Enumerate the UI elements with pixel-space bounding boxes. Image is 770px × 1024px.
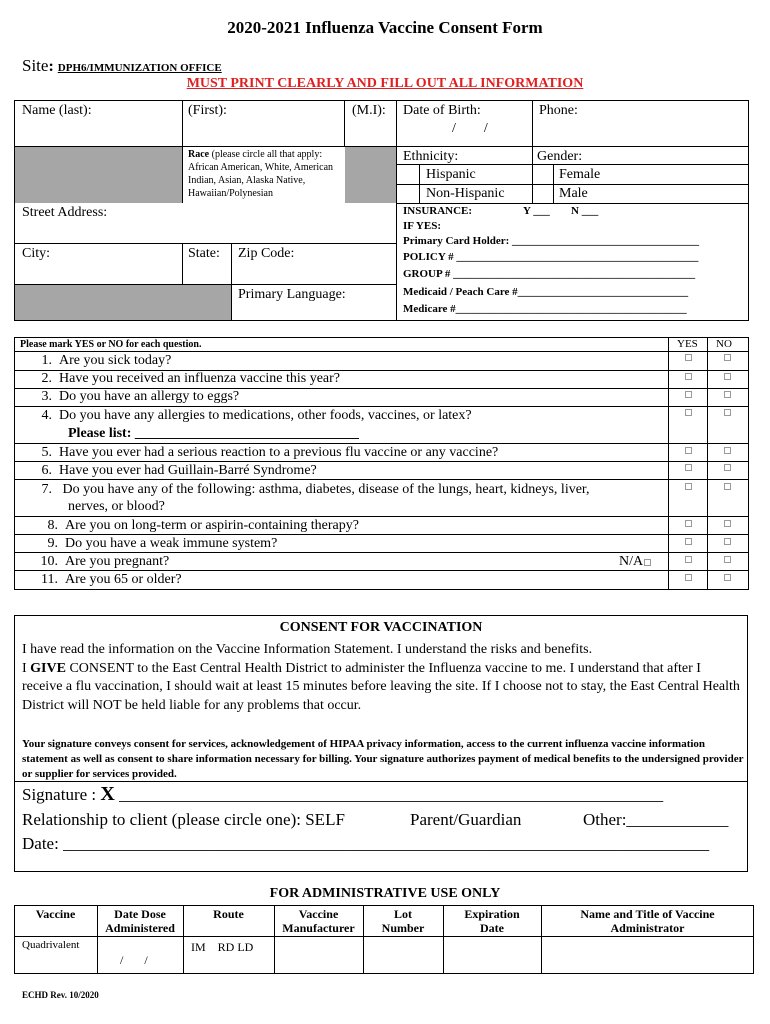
state-label: State: (188, 246, 220, 261)
q11-no-checkbox[interactable] (724, 574, 731, 581)
language-gray (15, 285, 231, 320)
street-address-label: Street Address: (22, 205, 108, 220)
q11-yes-checkbox[interactable] (685, 574, 692, 581)
dob-slashes: / / (452, 121, 488, 136)
city-label: City: (22, 246, 51, 261)
consent-heading: CONSENT FOR VACCINATION (279, 620, 483, 635)
q5-yes-checkbox[interactable] (685, 447, 692, 454)
questions-instruction: Please mark YES or NO for each question. (20, 339, 202, 350)
q9-no-checkbox[interactable] (724, 538, 731, 545)
relationship-parent-guardian[interactable]: Parent/Guardian (410, 810, 522, 829)
question-3: 3. Do you have an allergy to eggs? (41, 389, 240, 404)
question-9: 9. Do you have a weak immune system? (47, 536, 278, 551)
date-line[interactable]: Date: ____________________________________________________________________________ (22, 834, 710, 853)
row-date-slashes[interactable]: / / (120, 953, 148, 967)
relationship-other[interactable]: Other:____________ (583, 810, 729, 829)
q3-yes-checkbox[interactable] (685, 391, 692, 398)
policy-number-field[interactable]: POLICY # ____________________________________________ (403, 251, 699, 263)
group-number-field[interactable]: GROUP # ____________________________________________ (403, 268, 696, 280)
question-4-list[interactable]: Please list: ________________________________ (68, 426, 359, 441)
consent-signature-note: Your signature conveys consent for services, acknowledgement of HIPAA privacy information, access to the current influenza vaccine information statement as well as consent to share information necessary for billing. Your signature authorizes payment of medical benefits to the undersigned provider or supplier for services provided. (22, 738, 744, 780)
q1-yes-checkbox[interactable] (685, 354, 692, 361)
relationship-self[interactable]: Relationship to client (please circle one): SELF (22, 810, 345, 829)
question-1: 1. Are you sick today? (41, 353, 172, 368)
question-5: 5. Have you ever had a serious reaction to a previous flu vaccine or any vaccine? (41, 445, 499, 460)
dob-label: Date of Birth: (403, 103, 481, 118)
insurance-if-yes: IF YES: (403, 220, 441, 232)
signature-blank[interactable]: ________________________________________________________________ (114, 785, 664, 804)
row-vaccine-quadrivalent: Quadrivalent (22, 939, 80, 951)
question-6: 6. Have you ever had Guillain-Barré Syndrome? (41, 463, 317, 478)
question-7: 7. Do you have any of the following: asthma, diabetes, disease of the lungs, heart, kidneys, liver, (41, 482, 590, 497)
first-name-label: (First): (188, 103, 227, 118)
question-10: 10. Are you pregnant? (40, 554, 170, 569)
col-date-administered: Date Dose Administered (105, 907, 175, 935)
q2-yes-checkbox[interactable] (685, 373, 692, 380)
insurance-yes[interactable]: Y ___ (523, 205, 550, 217)
race-gray-right (345, 147, 396, 203)
consent-paragraph-2: I GIVE CONSENT to the East Central Health District to administer the Influenza vaccine to me. I understand that after I receive a flu vaccination, I should wait at least 15 minutes before leaving the site. If I choose not to stay, the East Central Health District will NOT be held liable for any problems that occur. (22, 660, 740, 713)
phone-label: Phone: (539, 103, 578, 118)
primary-card-holder-field[interactable]: Primary Card Holder: __________________________________ (403, 235, 700, 247)
medicaid-number-field[interactable]: Medicaid / Peach Care #_______________________________ (403, 286, 689, 298)
form-title: 2020-2021 Influenza Vaccine Consent Form (227, 18, 543, 37)
col-manufacturer: Vaccine Manufacturer (282, 907, 355, 935)
primary-language-label: Primary Language: (238, 287, 346, 302)
gender-label: Gender: (537, 149, 583, 164)
site-line: Site: DPH6/IMMUNIZATION OFFICE (22, 56, 222, 75)
race-options (188, 148, 340, 200)
race-label: Race (188, 149, 210, 160)
col-administrator: Name and Title of Vaccine Administrator (580, 907, 715, 935)
gender-male[interactable]: Male (559, 186, 588, 201)
question-11: 11. Are you 65 or older? (41, 572, 182, 587)
signature-label: Signature : (22, 785, 101, 804)
no-column-header: NO (716, 338, 732, 350)
insurance-no[interactable]: N ___ (571, 205, 599, 217)
question-8: 8. Are you on long-term or aspirin-containing therapy? (47, 518, 359, 533)
q5-no-checkbox[interactable] (724, 447, 731, 454)
na-checkbox[interactable] (644, 559, 651, 566)
gender-female[interactable]: Female (559, 167, 601, 182)
middle-initial-label: (M.I): (352, 103, 386, 118)
col-lot-number: Lot Number (381, 907, 425, 935)
q10-no-checkbox[interactable] (724, 556, 731, 563)
q10-yes-checkbox[interactable] (685, 556, 692, 563)
q8-yes-checkbox[interactable] (685, 520, 692, 527)
q1-no-checkbox[interactable] (724, 354, 731, 361)
q7-no-checkbox[interactable] (724, 483, 731, 490)
q6-no-checkbox[interactable] (724, 464, 731, 471)
q6-yes-checkbox[interactable] (685, 464, 692, 471)
question-7-continued: nerves, or blood? (68, 499, 165, 514)
consent-statement (22, 641, 744, 715)
question-10-na[interactable]: N/A (619, 554, 651, 570)
q4-yes-checkbox[interactable] (685, 409, 692, 416)
col-expiration-date: Expiration Date (464, 907, 520, 935)
site-value: DPH6/IMMUNIZATION OFFICE (57, 62, 222, 74)
row-route-options[interactable]: IM RD LD (191, 940, 254, 954)
q2-no-checkbox[interactable] (724, 373, 731, 380)
race-text: (please circle all that apply: African American, White, American Indian, Asian, Alaska Native, Hawaiian/Polynesian (188, 149, 334, 199)
q4-no-checkbox[interactable] (724, 409, 731, 416)
footer-revision: ECHD Rev. 10/2020 (22, 990, 99, 1000)
race-gray-left (15, 147, 182, 203)
site-label: Site (22, 56, 49, 75)
q9-yes-checkbox[interactable] (685, 538, 692, 545)
admin-heading: FOR ADMINISTRATIVE USE ONLY (269, 886, 501, 901)
consent-paragraph-1: I have read the information on the Vaccine Information Statement. I understand the risks and benefits. (22, 642, 593, 657)
ethnicity-non-hispanic[interactable]: Non-Hispanic (426, 186, 505, 201)
must-print-notice: MUST PRINT CLEARLY AND FILL OUT ALL INFORMATION (186, 76, 584, 91)
signature-line[interactable] (22, 783, 663, 806)
medicare-number-field[interactable]: Medicare #__________________________________________ (403, 303, 687, 315)
yes-column-header: YES (677, 338, 698, 350)
insurance-label: INSURANCE: (403, 205, 473, 217)
col-route: Route (213, 907, 244, 921)
ethnicity-hispanic[interactable]: Hispanic (426, 167, 476, 182)
q8-no-checkbox[interactable] (724, 520, 731, 527)
question-4: 4. Do you have any allergies to medications, other foods, vaccines, or latex? (41, 408, 472, 423)
q7-yes-checkbox[interactable] (685, 483, 692, 490)
zip-code-label: Zip Code: (238, 246, 295, 261)
col-vaccine: Vaccine (35, 907, 76, 921)
q3-no-checkbox[interactable] (724, 391, 731, 398)
ethnicity-label: Ethnicity: (403, 149, 459, 164)
name-last-label: Name (last): (22, 103, 92, 118)
signature-x: X (100, 783, 115, 805)
question-2: 2. Have you received an influenza vaccine this year? (41, 371, 341, 386)
